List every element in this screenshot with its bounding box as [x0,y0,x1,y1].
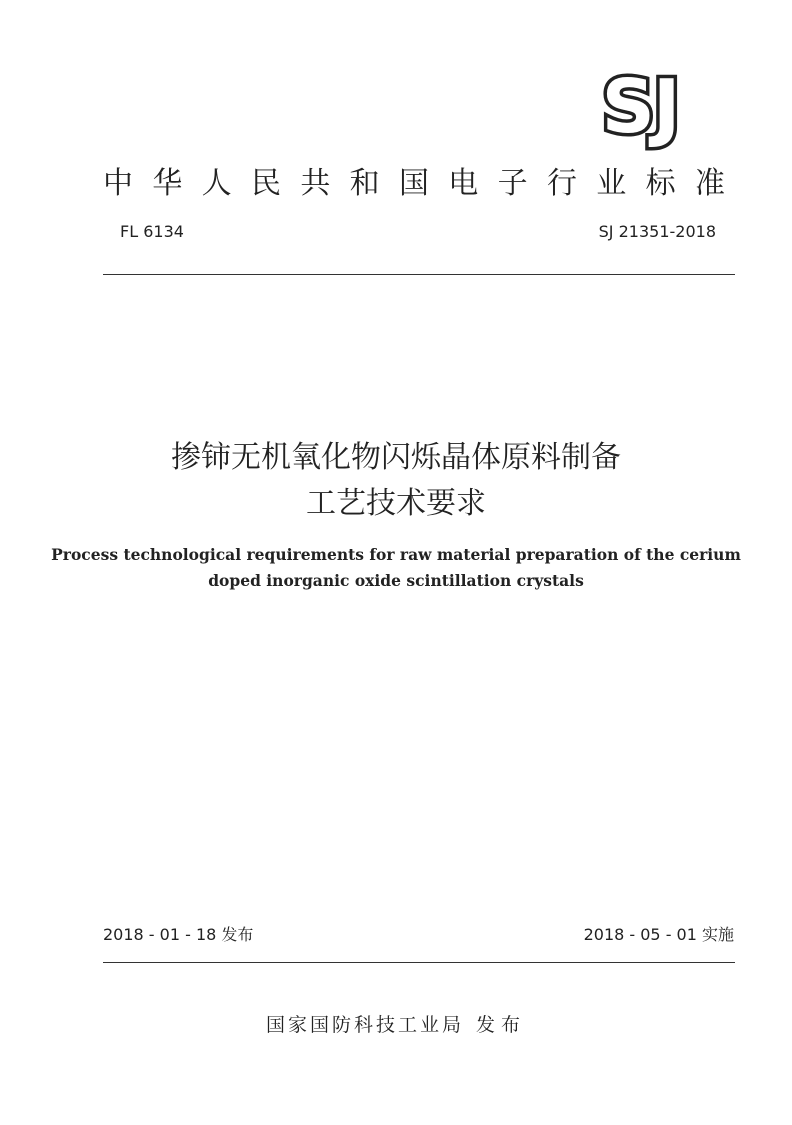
org-title-char: 电 [448,166,479,201]
issue-date: 2018 - 01 - 18 发布 [103,925,254,944]
sj-logo [578,64,702,150]
publisher-name: 国家国防科技工业局 [265,1014,464,1036]
org-title-char: 人 [201,166,232,201]
title-zh-line1: 掺铈无机氧化物闪烁晶体原料制备 [171,440,621,475]
publisher-line [0,1010,792,1037]
org-title [103,156,725,204]
org-title-char: 华 [152,166,183,201]
title-en-line1: Process technological requirements for raw material preparation of the cerium [51,545,741,564]
implementation-date: 2018 - 05 - 01 实施 [583,925,734,944]
publisher-action: 发布 [476,1014,527,1036]
top-divider [103,274,735,275]
title-en-line2: doped inorganic oxide scintillation crystals [208,571,584,590]
classification-code: FL 6134 [120,222,184,241]
bottom-divider [103,962,735,963]
org-title-char: 行 [546,166,577,201]
standard-number: SJ 21351-2018 [598,222,716,241]
org-title-char: 国 [398,166,429,201]
org-title-char: 共 [300,166,331,201]
sj-logo-text: SJ [601,64,679,150]
title-zh-line2: 工艺技术要求 [306,486,486,521]
org-title-char: 子 [497,166,528,201]
org-title-char: 业 [596,166,627,201]
org-title-char: 准 [694,166,725,201]
org-title-char: 民 [250,166,281,201]
org-title-char: 标 [645,166,676,201]
org-title-char: 和 [349,166,380,201]
org-title-char: 中 [103,166,133,201]
